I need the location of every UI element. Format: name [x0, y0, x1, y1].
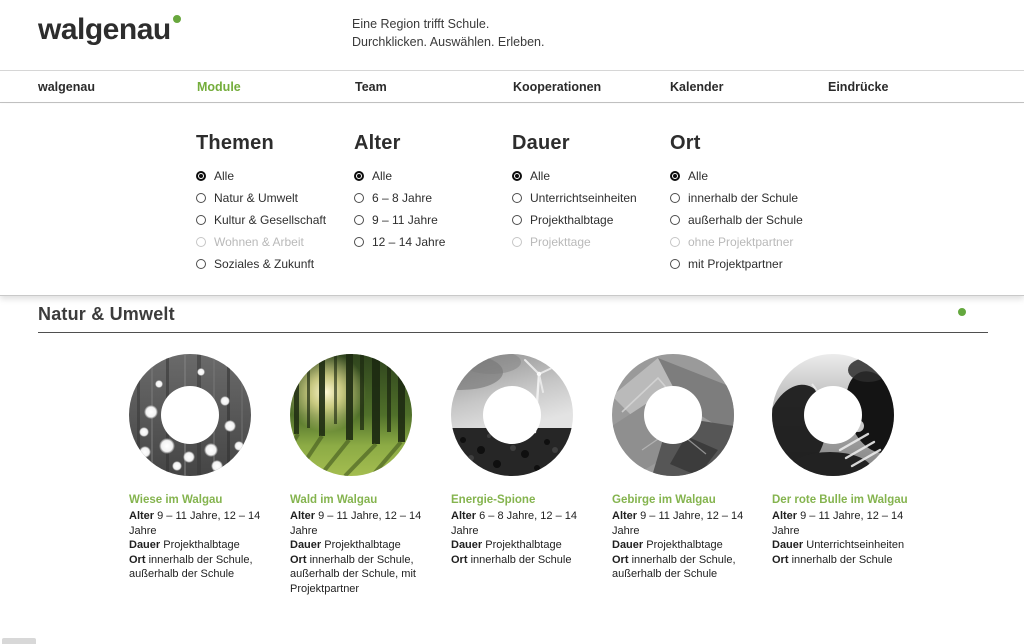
- section-divider: [38, 332, 988, 333]
- donut-hole: [161, 386, 219, 444]
- cutoff-footer-element: [2, 638, 36, 644]
- filter-group-title-alter: Alter: [354, 132, 401, 154]
- module-card-bulle: [772, 354, 908, 567]
- radio-icon[interactable]: [196, 215, 206, 225]
- filter-panel: [0, 104, 1024, 296]
- module-card-wald: [290, 354, 426, 596]
- donut-hole: [483, 386, 541, 444]
- filter-group-ort: [670, 132, 803, 279]
- radio-icon[interactable]: [670, 259, 680, 269]
- module-title[interactable]: Gebirge im Walgau: [612, 494, 716, 506]
- filter-group-title-dauer: Dauer: [512, 132, 570, 154]
- module-ort: Ort innerhalb der Schule, außerhalb der Schule: [612, 553, 736, 580]
- module-title[interactable]: Der rote Bulle im Walgau: [772, 494, 908, 506]
- module-ort: Ort innerhalb der Schule, außerhalb der Schule: [129, 553, 253, 580]
- filter-option-ort-ohne-projektpartner: ohne Projektpartner: [670, 235, 803, 249]
- tagline-line-1: Eine Region trifft Schule.: [352, 17, 490, 31]
- radio-selected-icon[interactable]: [670, 171, 680, 181]
- radio-icon[interactable]: [512, 215, 522, 225]
- radio-selected-icon[interactable]: [512, 171, 522, 181]
- nav-item-kalender[interactable]: Kalender: [670, 80, 724, 94]
- module-title[interactable]: Wiese im Walgau: [129, 494, 223, 506]
- module-ort: Ort innerhalb der Schule, außerhalb der Schule, mit Projektpartner: [290, 553, 416, 595]
- module-image-mountains[interactable]: [612, 354, 734, 476]
- nav-item-eindruecke[interactable]: Eindrücke: [828, 80, 889, 94]
- radio-disabled-icon: [196, 237, 206, 247]
- filter-option-ort-ausserhalb[interactable]: außerhalb der Schule: [670, 213, 803, 227]
- module-image-wind-turbine[interactable]: [451, 354, 573, 476]
- radio-icon[interactable]: [512, 193, 522, 203]
- filter-option-ort-mit-projektpartner[interactable]: mit Projektpartner: [670, 257, 803, 271]
- filter-option-themen-soziales-zukunft[interactable]: Soziales & Zukunft: [196, 257, 326, 271]
- module-ort: Ort innerhalb der Schule: [772, 553, 893, 566]
- module-dauer: Dauer Projekthalbtage: [129, 539, 240, 551]
- module-image-meadow-daisies[interactable]: [129, 354, 251, 476]
- brand-logo[interactable]: [38, 13, 181, 47]
- nav-item-kooperationen[interactable]: Kooperationen: [513, 80, 602, 94]
- brand-logo-text: walgenau: [38, 13, 171, 46]
- filter-option-dauer-unterrichtseinheiten[interactable]: Unterrichtseinheiten: [512, 191, 637, 205]
- module-image-forest-sunlight[interactable]: [290, 354, 412, 476]
- filter-group-title-themen: Themen: [196, 132, 274, 154]
- filter-option-alter-12-14[interactable]: 12 – 14 Jahre: [354, 235, 445, 249]
- filter-option-themen-kultur-gesellschaft[interactable]: Kultur & Gesellschaft: [196, 213, 326, 227]
- module-image-bull[interactable]: [772, 354, 894, 476]
- nav-item-walgenau[interactable]: walgenau: [38, 80, 95, 94]
- filter-group-themen: [196, 132, 326, 279]
- filter-option-alter-9-11[interactable]: 9 – 11 Jahre: [354, 213, 445, 227]
- donut-hole: [644, 386, 702, 444]
- radio-selected-icon[interactable]: [196, 171, 206, 181]
- module-dauer: Dauer Projekthalbtage: [290, 539, 401, 551]
- tagline-line-2: Durchklicken. Auswählen. Erleben.: [352, 35, 545, 49]
- module-alter: Alter 9 – 11 Jahre, 12 – 14 Jahre: [129, 510, 261, 537]
- radio-icon[interactable]: [354, 237, 364, 247]
- module-dauer: Dauer Unterrichtseinheiten: [772, 539, 905, 551]
- module-card-energie: [451, 354, 587, 567]
- filter-option-themen-wohnen-arbeit: Wohnen & Arbeit: [196, 235, 326, 249]
- module-dauer: Dauer Projekthalbtage: [451, 539, 562, 551]
- filter-group-alter: [354, 132, 445, 257]
- radio-icon[interactable]: [354, 215, 364, 225]
- module-alter: Alter 9 – 11 Jahre, 12 – 14 Jahre: [772, 510, 904, 537]
- filter-group-dauer: [512, 132, 637, 257]
- section-title: Natur & Umwelt: [38, 304, 175, 324]
- radio-disabled-icon: [670, 237, 680, 247]
- radio-icon[interactable]: [196, 259, 206, 269]
- filter-option-themen-natur-umwelt[interactable]: Natur & Umwelt: [196, 191, 326, 205]
- radio-selected-icon[interactable]: [354, 171, 364, 181]
- radio-icon[interactable]: [196, 193, 206, 203]
- module-alter: Alter 9 – 11 Jahre, 12 – 14 Jahre: [612, 510, 744, 537]
- module-card-wiese: [129, 354, 265, 582]
- radio-icon[interactable]: [670, 215, 680, 225]
- nav-item-module[interactable]: Module: [197, 80, 241, 94]
- radio-icon[interactable]: [354, 193, 364, 203]
- filter-option-dauer-projekttage: Projekttage: [512, 235, 637, 249]
- filter-option-themen-alle[interactable]: Alle: [196, 169, 326, 183]
- radio-disabled-icon: [512, 237, 522, 247]
- filter-option-dauer-alle[interactable]: Alle: [512, 169, 637, 183]
- filter-option-dauer-projekthalbtage[interactable]: Projekthalbtage: [512, 213, 637, 227]
- donut-hole: [804, 386, 862, 444]
- module-alter: Alter 9 – 11 Jahre, 12 – 14 Jahre: [290, 510, 422, 537]
- filter-option-ort-innerhalb[interactable]: innerhalb der Schule: [670, 191, 803, 205]
- module-title[interactable]: Wald im Walgau: [290, 494, 378, 506]
- main-nav: [0, 70, 1024, 103]
- brand-ring-icon: [173, 15, 181, 23]
- filter-option-alter-6-8[interactable]: 6 – 8 Jahre: [354, 191, 445, 205]
- nav-item-team[interactable]: Team: [355, 80, 387, 94]
- filter-group-title-ort: Ort: [670, 132, 701, 154]
- filter-option-alter-alle[interactable]: Alle: [354, 169, 445, 183]
- brand-tagline: [352, 15, 544, 51]
- filter-option-ort-alle[interactable]: Alle: [670, 169, 803, 183]
- section-ring-icon: [958, 308, 966, 316]
- module-dauer: Dauer Projekthalbtage: [612, 539, 723, 551]
- radio-icon[interactable]: [670, 193, 680, 203]
- module-alter: Alter 6 – 8 Jahre, 12 – 14 Jahre: [451, 510, 577, 537]
- module-title[interactable]: Energie-Spione: [451, 494, 536, 506]
- module-card-gebirge: [612, 354, 748, 582]
- module-ort: Ort innerhalb der Schule: [451, 553, 572, 566]
